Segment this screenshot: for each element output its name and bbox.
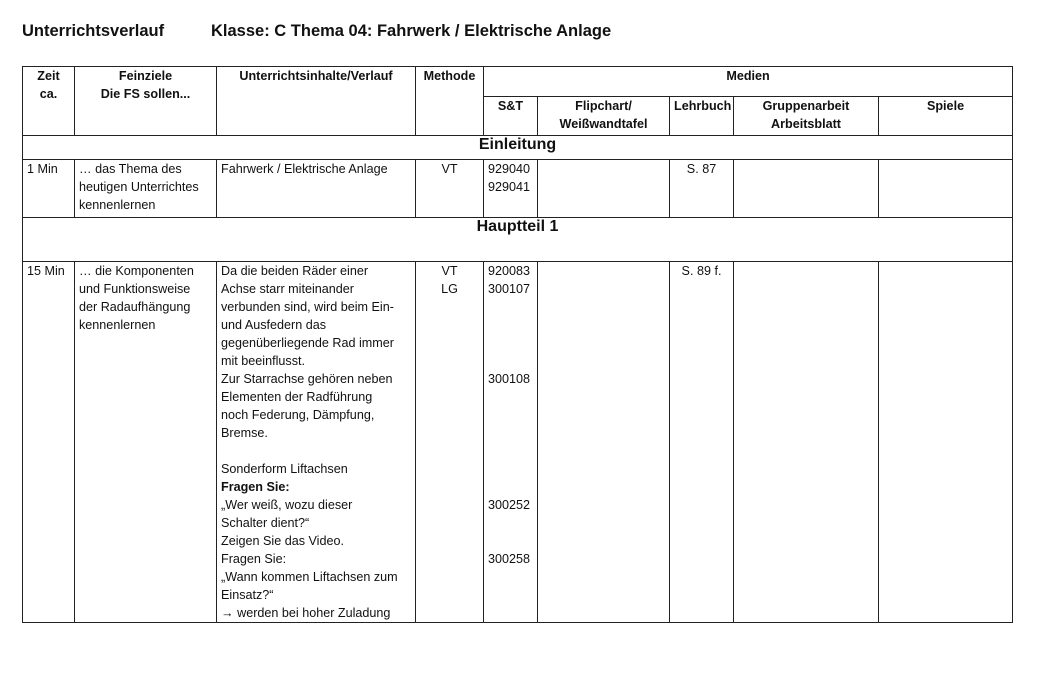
header-row-1 (23, 67, 1013, 97)
cell-spiele (879, 262, 1013, 623)
col-header-methode: Methode (416, 67, 484, 136)
cell-flipchart (538, 262, 670, 623)
page-subtitle: Klasse: C Thema 04: Fahrwerk / Elektrische Anlage (211, 22, 612, 40)
cell-feinziele: … die Komponenten und Funktionsweise der Radaufhängung kennenlernen (75, 262, 217, 623)
cell-gruppenarbeit (734, 160, 879, 218)
cell-methode: VT LG (416, 262, 484, 623)
page-title-row (22, 22, 612, 41)
col-header-medien: Medien (484, 67, 1013, 97)
col-header-st: S&T (484, 97, 538, 136)
cell-methode: VT (416, 160, 484, 218)
cell-flipchart (538, 160, 670, 218)
section-header-einleitung (23, 136, 1013, 160)
cell-gruppenarbeit (734, 262, 879, 623)
col-header-gruppenarbeit: Gruppenarbeit Arbeitsblatt (734, 97, 879, 136)
cell-spiele (879, 160, 1013, 218)
col-header-zeit: Zeit ca. (23, 67, 75, 136)
cell-lehrbuch: S. 89 f. (670, 262, 734, 623)
section-header-hauptteil-1 (23, 218, 1013, 262)
col-header-inhalte: Unterrichtsinhalte/Verlauf (217, 67, 416, 136)
cell-st: 929040 929041 (484, 160, 538, 218)
col-header-spiele: Spiele (879, 97, 1013, 136)
col-header-flipchart: Flipchart/ Weißwandtafel (538, 97, 670, 136)
cell-lehrbuch: S. 87 (670, 160, 734, 218)
section-title: Hauptteil 1 (23, 218, 1013, 262)
cell-inhalte: Da die beiden Räder einer Achse starr miteinander verbunden sind, wird beim Ein- und Ausfedern das gegenüberliegende Rad immer mit beeinflusst. Zur Starrachse gehören neben Elementen der Radführung noch Federung, Dämpfung, Bremse. Sonderform Liftachsen Fragen Sie: „Wer weiß, wozu dieser Schalter dient?“ Zeigen Sie das Video. Fragen Sie: „Wann kommen Liftachsen zum Einsatz?“ → werden bei hoher Zuladung (217, 262, 416, 623)
cell-inhalte: Fahrwerk / Elektrische Anlage (217, 160, 416, 218)
cell-st: 920083 300107 300108 300252 300258 (484, 262, 538, 623)
page-title: Unterrichtsverlauf (22, 22, 165, 40)
lesson-plan-table (22, 66, 1013, 623)
col-header-lehrbuch: Lehrbuch (670, 97, 734, 136)
cell-zeit: 1 Min (23, 160, 75, 218)
section-title: Einleitung (23, 136, 1013, 160)
table-row (23, 262, 1013, 623)
cell-feinziele: … das Thema des heutigen Unterrichtes kennenlernen (75, 160, 217, 218)
table-row (23, 160, 1013, 218)
col-header-feinziele: Feinziele Die FS sollen... (75, 67, 217, 136)
cell-zeit: 15 Min (23, 262, 75, 623)
